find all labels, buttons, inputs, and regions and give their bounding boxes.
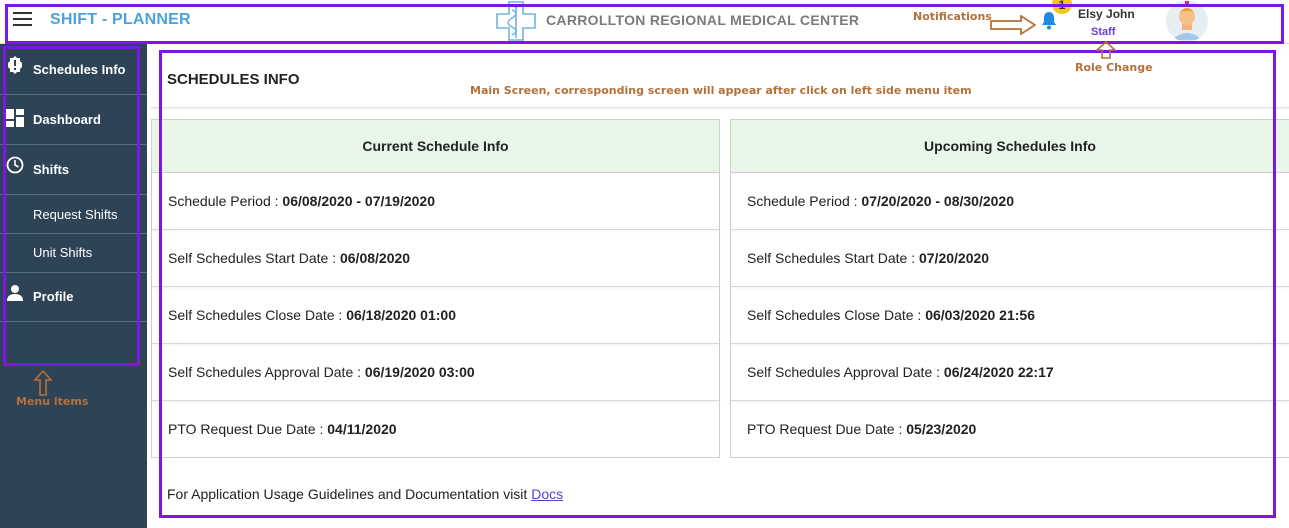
row-label: Self Schedules Close Date : (747, 307, 926, 323)
up-arrow-icon (33, 370, 53, 396)
row-label: Self Schedules Approval Date : (168, 364, 365, 380)
sidebar-item-label: Shifts (33, 162, 70, 177)
page-title: SCHEDULES INFO (167, 71, 300, 88)
right-arrow-icon (990, 15, 1036, 35)
row-value: 05/23/2020 (906, 421, 977, 437)
row-value: 06/03/2020 21:56 (925, 307, 1035, 323)
main-screen-highlight-box (159, 50, 1276, 518)
row-label: Self Schedules Close Date : (168, 307, 347, 323)
row-label: PTO Request Due Date : (168, 421, 328, 437)
role-change-annotation: Role Change (1075, 61, 1153, 74)
row-label: PTO Request Due Date : (747, 421, 907, 437)
user-name: Elsy John (1078, 7, 1135, 21)
row-value: 06/18/2020 01:00 (346, 307, 456, 323)
row-label: Self Schedules Approval Date : (747, 364, 944, 380)
card-heading: Current Schedule Info (152, 120, 719, 173)
sidebar-item-label: Schedules Info (33, 62, 126, 77)
sidebar-item-label: Profile (33, 289, 74, 304)
row-value: 06/19/2020 03:00 (364, 364, 475, 380)
row-label: Schedule Period : (747, 193, 862, 209)
row-value: 07/20/2020 (918, 250, 990, 266)
header-highlight-box (5, 4, 1284, 44)
up-arrow-icon (1096, 41, 1116, 59)
role-change-link[interactable]: Staff (1091, 26, 1116, 38)
row-label: Self Schedules Start Date : (747, 250, 919, 266)
row-label: Schedule Period : (168, 193, 283, 209)
hospital-name: CARROLLTON REGIONAL MEDICAL CENTER (546, 12, 860, 28)
card-heading: Upcoming Schedules Info (731, 120, 1289, 173)
row-value: 04/11/2020 (327, 421, 397, 437)
docs-link[interactable]: Docs (531, 486, 564, 502)
notifications-annotation: Notifications (913, 10, 992, 23)
row-value: 06/08/2020 - 07/19/2020 (282, 193, 435, 209)
footer-text: For Application Usage Guidelines and Documentation visit (167, 486, 532, 502)
row-value: 06/08/2020 (339, 250, 411, 266)
main-screen-annotation: Main Screen, corresponding screen will appear after click on left side menu item (470, 84, 972, 97)
row-value: 07/20/2020 - 08/30/2020 (861, 193, 1014, 209)
menu-highlight-box (3, 46, 140, 366)
menu-items-annotation: Menu items (16, 395, 89, 408)
sidebar-item-label: Dashboard (33, 112, 101, 127)
row-label: Self Schedules Start Date : (168, 250, 340, 266)
sidebar-item-label: Request Shifts (33, 207, 118, 222)
row-value: 06/24/2020 22:17 (943, 364, 1054, 380)
app-title[interactable]: SHIFT - PLANNER (50, 11, 191, 28)
sidebar-item-label: Unit Shifts (33, 245, 93, 260)
notification-count-badge[interactable]: 1 (1052, 0, 1072, 14)
